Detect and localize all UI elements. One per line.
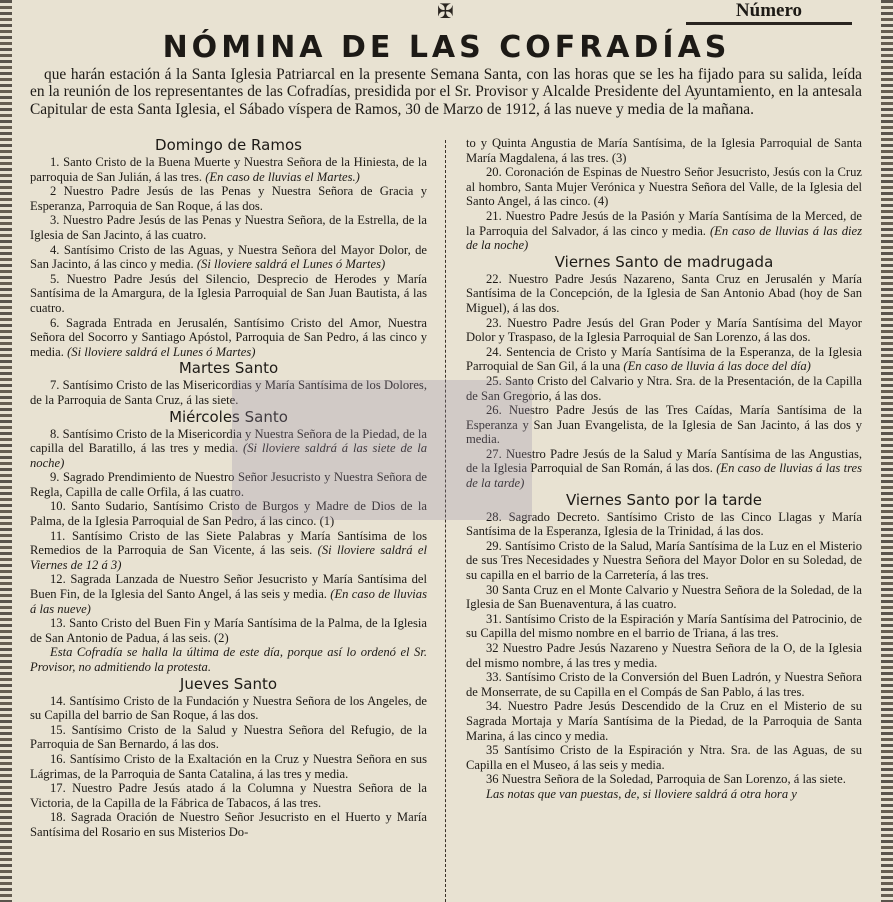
section-heading-domingo: Domingo de Ramos [155, 136, 302, 154]
list-item: 11. Santísimo Cristo de las Siete Palabras y María Santísima de los Remedios de la Parroquia de San Vicente, á las seis. (Si lloviere saldrá el Viernes de 12 á 3) [30, 528, 428, 572]
list-item: 27. Nuestro Padre Jesús de la Salud y María Santísima de las Angustias, de la Iglesia Parroquial de San Román, á las dos. (En caso de lluvias á las tres de la tarde) [466, 446, 862, 491]
list-item: 15. Santísimo Cristo de la Salud y Nuestra Señora del Refugio, de la Parroquia de San Bernardo, á las dos. [30, 722, 427, 752]
list-item: 20. Coronación de Espinas de Nuestro Señor Jesucristo, Jesús con la Cruz al hombro, Santa Mujer Verónica y Nuestra Señora del Valle, de la Iglesia del Santo Angel, á las cinco. (4) [466, 165, 862, 209]
footnote: Las notas que van puestas, de, si lloviere saldrá á otra hora y [486, 786, 797, 801]
list-item: 32 Nuestro Padre Jesús Nazareno y Nuestra Señora de la O, de la Iglesia del mismo nombre, á las tres y media. [466, 641, 862, 670]
section-tarde [466, 510, 862, 802]
list-item: 13. Santo Cristo del Buen Fin y María Santísima de la Palma, de la Iglesia de San Antonio de Padua, á las seis. (2) [30, 616, 427, 645]
numero-label: Número [686, 0, 852, 25]
list-item: 5. Nuestro Padre Jesús del Silencio, Desprecio de Herodes y María Santísima de la Amargura, de la Iglesia Parroquial de San Juan Bautista, á las cuatro. [30, 271, 427, 315]
list-item: 10. Santo Sudario, Santísimo Cristo de Burgos y Madre de Dios de la Palma, de la Iglesia Parroquial de San Pedro, á las cinco. (1) [30, 499, 427, 529]
section-heading-jueves: Jueves Santo [179, 674, 278, 693]
list-item: 28. Sagrado Decreto. Santísimo Cristo de las Cinco Llagas y María Santísima de la Esperanza, Iglesia de la Trinidad, á las dos. [466, 509, 862, 539]
list-item: 9. Sagrado Prendimiento de Nuestro Señor Jesucristo y Nuestra Señora de Regla, Capilla de calle Orfila, á las cuatro. [30, 470, 427, 499]
section-heading-martes: Martes Santo [178, 359, 279, 378]
section-heading-tarde: Viernes Santo por la tarde [565, 490, 763, 509]
list-item: 26. Nuestro Padre Jesús de las Tres Caídas, María Santísima de la Esperanza y San Juan Evangelista, de la Iglesia de San Jacinto, á las dos y media. [466, 403, 862, 447]
list-item: 24. Sentencia de Cristo y María Santísima de la Esperanza, de la Iglesia Parroquial de San Gil, á la una (En caso de lluvia á las doce del día) [466, 344, 862, 374]
section-domingo [30, 155, 427, 359]
cross-icon: ✠ [437, 1, 454, 23]
list-item: 35 Santísimo Cristo de la Espiración y Ntra. Sra. de las Aguas, de su Capilla en el Museo, á las seis y media. [466, 743, 862, 772]
list-item: 12. Sagrada Lanzada de Nuestro Señor Jesucristo y María Santísima del Buen Fin, de la Iglesia del Santo Angel, á las seis y media. (En caso de lluvias á las nueve) [30, 572, 427, 616]
footnote: Esta Cofradía se halla la última de este día, porque así lo ordenó el Sr. Provisor, no admitiendo la protesta. [30, 645, 427, 674]
section-martes [30, 378, 427, 407]
list-item: 3. Nuestro Padre Jesús de las Penas y Nuestra Señora, de la Estrella, de la Iglesia de San Jacinto, á las cuatro. [30, 213, 427, 242]
list-item: 8. Santísimo Cristo de la Misericordia y Nuestra Señora de la Piedad, de la capilla del Baratillo, á las tres y media. (Si lloviere saldrá á las siete de la noche) [30, 426, 427, 470]
list-item: 36 Nuestra Señora de la Soledad, Parroquia de San Lorenzo, á las siete. [486, 772, 846, 787]
right-column [466, 136, 862, 802]
list-item: 1. Santo Cristo de la Buena Muerte y Nuestra Señora de la Hiniesta, de la parroquia de San Julián, á las tres. (En caso de lluvias el Martes.) [30, 155, 427, 184]
list-item: 34. Nuestro Padre Jesús Descendido de la Cruz en el Misterio de su Sagrada Mortaja y María Santísima de la Piedad, de la Parroquia de Santa Marina, á las cinco y media. [466, 699, 862, 743]
list-item: 14. Santísimo Cristo de la Fundación y Nuestra Señora de los Angeles, de su Capilla del barrio de San Roque, á las dos. [30, 693, 427, 723]
list-item: 30 Santa Cruz en el Monte Calvario y Nuestra Señora de la Soledad, de la Iglesia de San Buenaventura, á las cuatro. [466, 582, 862, 612]
list-item: 17. Nuestro Padre Jesús atado á la Columna y Nuestra Señora de la Victoria, de la Capilla de la Fábrica de Tabacos, á las tres. [30, 781, 427, 810]
section-heading-madrugada: Viernes Santo de madrugada [554, 252, 774, 271]
list-item: 29. Santísimo Cristo de la Salud, María Santísima de la Luz en el Misterio de sus Tres Necesidades y Nuestra Señora del Mayor Dolor en su Soledad, de su capilla en el barrio de la Carretería, á las tres. [466, 538, 862, 583]
left-ornamental-border [0, 0, 12, 902]
left-column [30, 136, 427, 840]
list-item: 23. Nuestro Padre Jesús del Gran Poder y María Santísima del Mayor Dolor y Traspaso, de la Iglesia Parroquial de San Lorenzo, á las dos. [466, 315, 862, 345]
list-item: 2 Nuestro Padre Jesús de las Penas y Nuestra Señora de Gracia y Esperanza, Parroquia de San Roque, á las dos. [30, 184, 427, 213]
document-title: NÓMINA DE LAS COFRADÍAS [162, 30, 731, 65]
list-item: 22. Nuestro Padre Jesús Nazareno, Santa Cruz en Jerusalén y María Santísima de la Concepción, de la Iglesia de San Antonio Abad (hoy de San Miguel), á las dos. [466, 271, 862, 315]
list-item: 21. Nuestro Padre Jesús de la Pasión y María Santísima de la Merced, de la Parroquia del Salvador, á las cinco y media. (En caso de lluvias á las diez de la noche) [466, 208, 862, 253]
section-madrugada [466, 272, 862, 491]
list-item: to y Quinta Angustia de María Santísima, de la Iglesia Parroquial de Santa María Magdalena, á las tres. (3) [466, 136, 862, 165]
section-heading-miercoles: Miércoles Santo [169, 407, 288, 426]
list-item: 7. Santísimo Cristo de las Misericordias y María Santísima de los Dolores, de la Parroquia de Santa Cruz, á las siete. [30, 378, 427, 407]
section-miercoles [30, 427, 427, 675]
list-item: 18. Sagrada Oración de Nuestro Señor Jesucristo en el Huerto y María Santísima del Rosario en sus Misterios Do- [30, 810, 427, 839]
section-jueves [30, 694, 427, 840]
section-jueves-continued [466, 136, 862, 253]
list-item: 25. Santo Cristo del Calvario y Ntra. Sra. de la Presentación, de la Capilla de San Gregorio, á las dos. [466, 373, 862, 403]
column-divider [445, 140, 447, 902]
intro-paragraph: que harán estación á la Santa Iglesia Patriarcal en la presente Semana Santa, con las horas que se les ha fijado para su salida, leída en la reunión de los representantes de las Cofradías, presidida por el Sr. Provisor y Alcalde Presidente del Ayuntamiento, en la antesala Capitular de esta Santa Iglesia, el Sábado víspera de Ramos, 30 de Marzo de 1912, á las nueve y media de la mañana. [30, 66, 862, 118]
list-item: 33. Santísimo Cristo de la Conversión del Buen Ladrón, y Nuestra Señora de Monserrate, de su Capilla en el Compás de San Pablo, á las tres. [466, 670, 862, 699]
right-ornamental-border [881, 0, 893, 902]
list-item: 4. Santísimo Cristo de las Aguas, y Nuestra Señora del Mayor Dolor, de San Jacinto, á las cinco y media. (Si lloviere saldrá el Lunes ó Martes) [30, 242, 427, 272]
list-item: 6. Sagrada Entrada en Jerusalén, Santísimo Cristo del Amor, Nuestra Señora del Socorro y Santiago Apóstol, Parroquia de San Pedro, á las cinco y media. (Si lloviere saldrá el Lunes ó Martes) [30, 315, 427, 359]
list-item: 16. Santísimo Cristo de la Exaltación en la Cruz y Nuestra Señora en sus Lágrimas, de la Parroquia de Santa Catalina, á las tres y media. [30, 751, 427, 781]
list-item: 31. Santísimo Cristo de la Espiración y María Santísima del Patrocinio, de su Capilla del mismo nombre en el barrio de Triana, á las tres. [466, 611, 862, 641]
